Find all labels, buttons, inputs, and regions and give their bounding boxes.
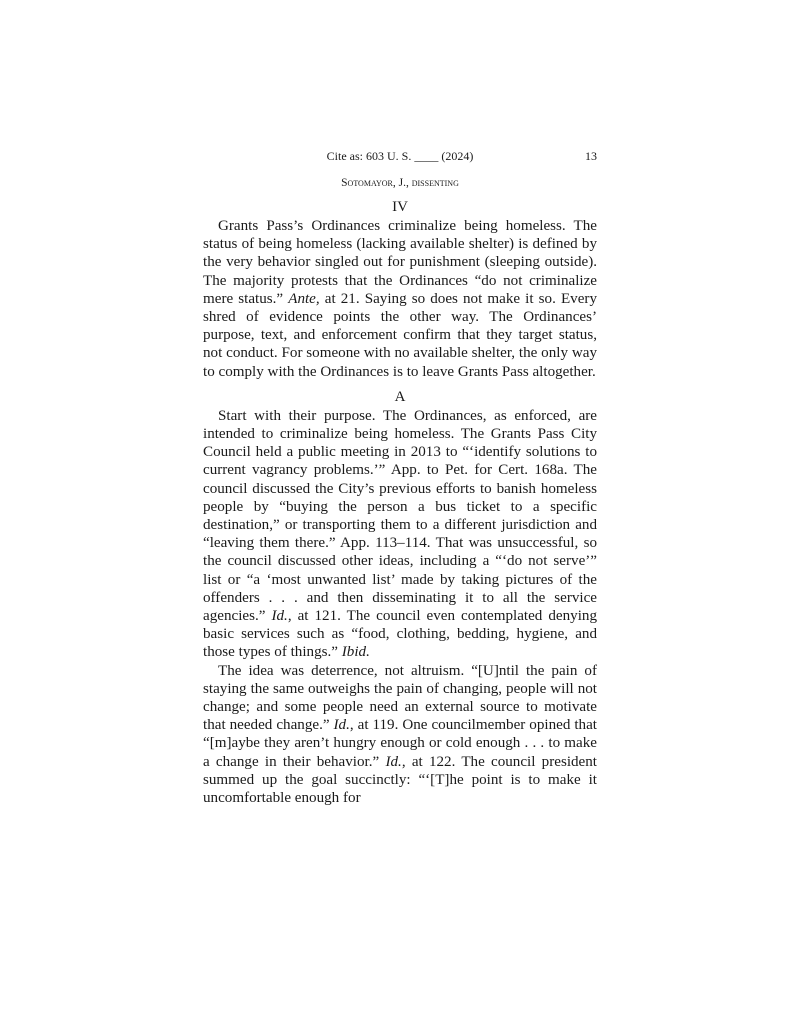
italic-citation: Id.: [271, 608, 288, 625]
text-run: , at 119. One councilmember opined that “[m]aybe they aren’t hungry enough or cold enough . . . to make a change in their behavior.”: [203, 717, 597, 770]
italic-citation: Id.: [333, 717, 350, 734]
text-run: Grants Pass’s Ordinances criminalize being homeless. The status of being homeless (lacking available shelter) is defined by the very behavior singled out for punishment (sleeping outside). The majority protests that the Ordinances “do not criminalize mere status.”: [203, 218, 597, 307]
subsection-heading-a: A: [394, 388, 406, 405]
text-run: , at 121. The council even contemplated denying basic services such as “food, clothing, bedding, hygiene, and those types of things.”: [203, 608, 597, 661]
running-head: [203, 147, 597, 165]
citation-header: Cite as: 603 U. S. ____ (2024): [326, 149, 474, 163]
text-run: at 21. Saying so does not make it so. Every shred of evidence points the other way. The Ordinances’ purpose, text, and enforcement confirm that they target status, not conduct. For someone with no available shelter, the only way to comply with the Ordinances is to leave Grants Pass altogether.: [203, 290, 597, 380]
author-line: Sotomayor, J., dissenting: [341, 177, 459, 189]
text-run: Start with their purpose. The Ordinances, as enforced, are intended to criminalize being homeless. The Grants Pass City Council held a public meeting in 2013 to “‘identify solutions to current vagrancy problems.’” App. to Pet. for Cert. 168a. The council discussed the City’s previous efforts to banish homeless people by “buying the person a bus ticket to a specific destination,” or transporting them to a different jurisdiction and “leaving them there.” App. 113–114. That was unsuccessful, so the council discussed other ideas, including a “‘do not serve’” list or “a ‘most unwanted list’ made by taking pictures of the offenders . . . and then disseminating it to all the service agencies.”: [203, 407, 597, 625]
section-iv-paragraph: [203, 217, 597, 381]
section-heading-iv: IV: [392, 199, 408, 215]
text-run: The idea was deterrence, not altruism. “[U]ntil the pain of staying the same outweighs the pain of changing, people will not change; and some people need an external source to motivate that needed change.”: [203, 662, 597, 734]
italic-citation: Id.: [385, 753, 402, 770]
subsection-a-paragraph-2: [203, 662, 597, 808]
italic-citation: Ante,: [288, 290, 320, 307]
opinion-page: [203, 147, 597, 807]
text-run: , at 122. The council president summed up the goal succinctly: “‘[T]he point is to make it uncomfortable enough for: [203, 753, 597, 807]
page-number: 13: [585, 149, 597, 163]
italic-citation: Ibid.: [341, 644, 370, 661]
subsection-a-paragraph-1: [203, 407, 597, 662]
